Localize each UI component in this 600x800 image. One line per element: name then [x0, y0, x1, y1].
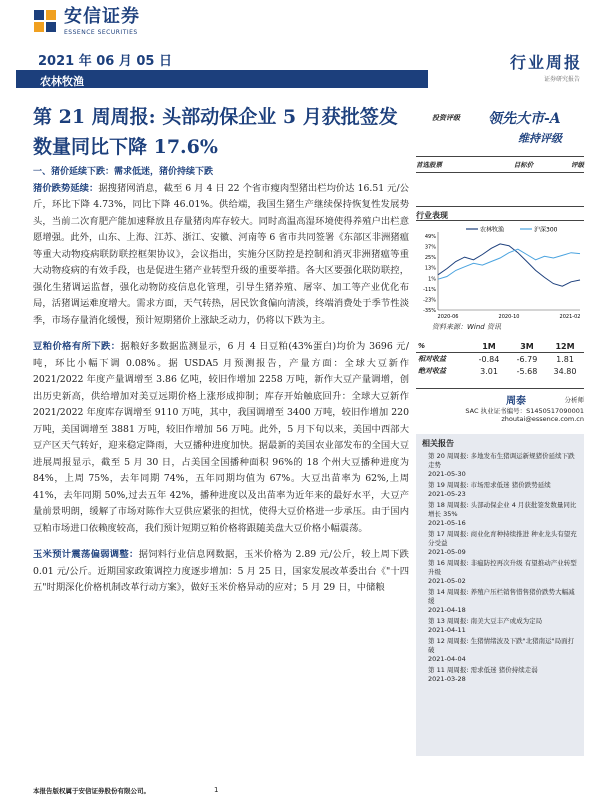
report-date: 2021 年 06 月 05 日 — [38, 54, 172, 69]
related-title: 相关报告 — [422, 439, 454, 448]
perf-cell: 1.81 — [556, 354, 574, 364]
perf-head-1m: 1M — [482, 341, 496, 351]
analyst-cert: SAC 执业证书编号：S1450517090001 — [465, 407, 584, 415]
perf-cell: -5.68 — [516, 366, 538, 376]
series-line-沪深300 — [438, 249, 580, 279]
y-tick-label: 1% — [428, 276, 436, 283]
list-item[interactable]: 第 12 周周报: 生猪情绪波及下跌"北猪南运"局面打破 2021-04-04 — [428, 637, 575, 663]
list-item[interactable]: 第 11 周周报: 需求低迷 猪价持续走弱 2021-03-28 — [428, 666, 538, 683]
paragraph — [33, 339, 409, 537]
table-row — [416, 365, 584, 377]
industry-bar — [16, 70, 428, 88]
list-item[interactable]: 第 19 周周报: 市场需求低迷 猪价跌势延续 2021-05-23 — [428, 481, 551, 498]
divider — [416, 156, 584, 157]
price-head-stock: 首选股票 — [416, 161, 442, 169]
performance-table — [416, 340, 584, 377]
section-heading: 一、猪价延续下跌：需求低迷，猪价持续下跌 — [33, 167, 214, 177]
perf-cell: -0.84 — [478, 354, 500, 364]
list-item[interactable]: 第 16 周周报: 非瘟防控再次升级 有望推动产业转型升级 2021-05-02 — [428, 559, 577, 585]
y-tick-label: 37% — [424, 244, 436, 251]
y-tick-label: -23% — [423, 297, 436, 304]
y-tick-label: -11% — [423, 286, 436, 293]
y-tick-label: 13% — [424, 265, 436, 272]
paragraph — [33, 547, 409, 597]
perf-head-12m: 12M — [555, 341, 575, 351]
x-tick-label: 2021-02 — [559, 314, 581, 320]
table-row — [416, 340, 584, 352]
report-sub: 证券研究报告 — [543, 76, 580, 83]
list-item[interactable]: 第 20 周周报: 多地发布生猪调运新规猪价延续下跌走势 2021-05-30 — [428, 452, 575, 478]
series-line-农林牧渔 — [438, 244, 580, 286]
table-row — [416, 353, 584, 365]
divider — [416, 388, 584, 389]
price-head-target: 目标价 — [513, 161, 534, 169]
main-body — [33, 164, 409, 607]
related-reports — [416, 434, 584, 756]
page-title: 第 21 周周报: 头部动保企业 5 月获批签发数量同比下降 17.6% — [33, 106, 398, 158]
analyst-name: 周泰 — [506, 396, 526, 407]
list-item[interactable]: 第 13 周周报: 南美大豆丰产或成为定局 2021-04-11 — [428, 617, 543, 634]
price-table-head — [416, 160, 584, 169]
industry-performance-chart — [416, 222, 584, 320]
list-item[interactable]: 第 17 周周报: 商业化育种持续推进 种业龙头有望充分受益 2021-05-09 — [428, 530, 577, 556]
perf-cell: 34.80 — [553, 366, 577, 376]
rating-action: 维持评级 — [518, 132, 562, 145]
divider — [416, 220, 584, 221]
footer-note: 本报告版权属于安信证券股份有限公司。 — [33, 787, 150, 795]
x-tick-label: 2020-06 — [437, 314, 459, 320]
industry-label: 农林牧渔 — [40, 75, 84, 88]
chart-source: 资料来源：Wind 资讯 — [432, 323, 501, 331]
perf-head-label: % — [418, 342, 426, 350]
logo-en: ESSENCE SECURITIES — [64, 29, 138, 36]
rating-value: 领先大市-A — [488, 111, 561, 127]
paragraph — [33, 181, 409, 330]
report-type: 行业周报 — [509, 53, 582, 72]
paragraph-lead: 玉米预计震荡偏弱调整： — [33, 549, 139, 560]
y-tick-label: 25% — [424, 255, 436, 262]
perf-row-label: 绝对收益 — [418, 367, 446, 375]
price-head-rating: 评级 — [571, 161, 584, 169]
divider — [416, 172, 584, 173]
paragraph-text: 据搜猪网消息，截至 6 月 4 日 22 个省市瘦肉型猪出栏均价达 16.51 元/公斤，环比下降 4.73%，同比下降 46.01%。供给端，我国生猪生产继续保持恢复性发展势头，当前二次育肥产能加速释放且存量猪肉库存较大。同时高温高湿环境使得养殖户出栏意愿增强。此外，山东、上海、江苏、浙江、安徽、河南等 6 省市共同签署《东部区非洲猪瘟等重大动物疫病联防联控框架协议》，会议指出，实施分区防控是控制和消灭非洲猪瘟等重大动物疫病的有效手段，也是促进生猪产业转型升级的重要举措。各大区要强化联防联控，强化生猪调运监督，强化动物防疫信息化管理，引导生猪养殖、屠宰、加工等产业优化布局，活猪调运难度增大。需求方面，天气转热，居民饮食偏向清淡，终端消费处于季节性淡季，市场存量消化缓慢，预计短期猪价上涨缺乏动力，仍将以下跌为主。 — [33, 182, 409, 326]
list-item[interactable]: 第 18 周周报: 头部动保企业 4 月获批签发数量同比增长 35% 2021-05-16 — [428, 501, 577, 527]
legend-label-1: 沪深300 — [534, 226, 558, 234]
y-tick-label: 49% — [424, 234, 436, 240]
perf-head-3m: 3M — [520, 341, 534, 351]
paragraph-text: 据粮好多数据监测显示，6 月 4 日豆粕(43%蛋白)均价为 3696 元/吨，环比小幅下调 0.08%。据 USDA5 月预测报告，产量方面：全球大豆新作 2021/2022 年度产量调增至 3.86 亿吨，较旧作增加 2258 万吨，新作大豆产量调增，创出历史新高，供给增加对美豆远期价格上涨形成抑制；库存开始触底回升：全球大豆新作 2021/2022 年度库存调增至 9110 万吨，其中，我国调增至 3400 万吨，较旧作增加 220 万吨，美国调增至 3881 万吨，较旧作增加 56 万吨。此外，5 月下旬以来，美国中西部大豆产区天气转好，迎来稳定降雨，大豆播种进度加快。据最新的美国农业部发布的全国大豆进展周报显示，截至 5 月 30 日，占美国全国播种面积 96%的 18 个州大豆播种进度为 84%，上周 75%，去年同期 74%，五年同期均值为 67%。大豆出苗率为 62%,上周 41%，去年同期 50%,过去五年 42%，播种进度以及出苗率为近年来的最好水平，大豆产量前景明朗，缓解了市场对陈作大豆供应紧张的担忧，使得大豆价格进一步承压。由于国内豆粕市场进口依赖度较高，我们预计短期豆粕价格将跟随美盘大豆价格小幅震荡。 — [33, 341, 409, 534]
analyst-email[interactable]: zhoutai@essence.com.cn — [501, 415, 584, 423]
y-tick-label: -35% — [423, 308, 436, 314]
perf-row-label: 相对收益 — [418, 355, 446, 363]
perf-cell: 3.01 — [480, 366, 498, 376]
paragraph-lead: 豆粕价格有所下跌： — [33, 341, 121, 352]
analyst-role: 分析师 — [564, 396, 584, 404]
logo — [32, 6, 140, 36]
list-item[interactable]: 第 14 周周报: 养殖户压栏销售惜售猪价跌势大幅减缓 2021-04-18 — [428, 588, 575, 614]
paragraph-lead: 猪价跌势延续： — [33, 182, 99, 194]
legend-label-0: 农林牧渔 — [480, 226, 505, 234]
perf-cell: -6.79 — [516, 354, 538, 364]
page-number: 1 — [214, 786, 219, 794]
essence-logo-icon — [32, 8, 58, 34]
divider — [416, 206, 584, 207]
logo-cn: 安信证券 — [64, 6, 140, 27]
chart-title: 行业表现 — [416, 211, 448, 220]
rating-label: 投资评级 — [432, 114, 460, 122]
x-tick-label: 2020-10 — [498, 314, 520, 320]
paragraph-text: 据饲料行业信息网数据，玉米价格为 2.89 元/公斤，较上周下跌 0.01 元/公斤。近期国家政策调控力度逐步增加：5 月 25 日，国家发展改革委出台《"十四五"时期深化价格机制改革行动方案》，做好玉米价格异动的应对；5 月 29 日，中储粮 — [33, 549, 409, 593]
